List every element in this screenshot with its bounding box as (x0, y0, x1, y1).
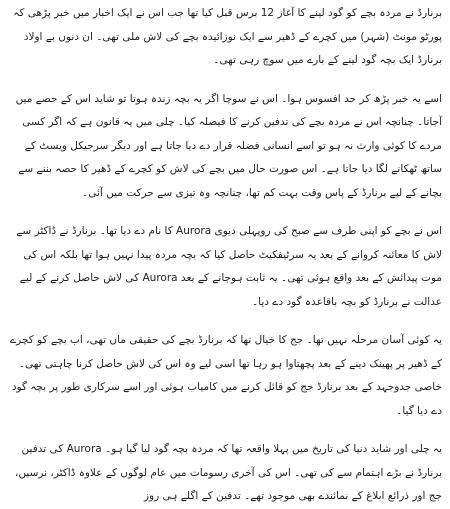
paragraph-5: یہ چلی اور شاید دنیا کی تاریخ میں پہلا واقعہ تھا کہ مردہ بچہ گود لیا گیا ہو۔ Aurora کی تدفین برنارڈ نے بڑے اہتمام سے کی تھی۔ اس کی آخری رسومات میں عام لوگوں کے علاوہ ڈاکٹر، نرسیں، جج اور ذرائع ابلاغ کے نمائندے بھی موجود تھے۔ تدفین کے اگلے ہی روز (15, 443, 442, 502)
paragraph-4: یہ کوئی آسان مرحلہ نہیں تھا۔ جج کا خیال تھا کہ برنارڈ بچے کی حقیقی ماں تھی، اب بچے کو کچرے کے ڈھیر پر پھینک دینے کے بعد پچھتاوا ہو رہا تھا اسی لیے وہ اس کی لاش حاصل کرنا چاہتی تھی۔ خاصی جدوجہد کے بعد برنارڈ جج کو قائل کرنے میں کامیاب ہوئی اور اسے سرکاری طور پر بچہ گود دے دیا گیا۔ (10, 334, 442, 417)
paragraph-3: اس نے بچے کو اپنی طرف سے صبح کی روپہلی دیوی Aurora کا نام دے دیا تھا۔ برنارڈ نے ڈاکٹر سے لاش کا معائنہ کروانے کے بعد یہ سرٹیفکیٹ حاصل کیا کہ بچہ مردہ پیدا نہیں ہوا تھا بلکہ اس کی موت پیدائش کے بعد واقع ہوئی تھی۔ یہ ثابت ہوجانے کے بعد Aurora کی لاش حاصل کرنے کے لیے عدالت نے برنارڈ کو بچہ باقاعدہ گود دے دیا۔ (16, 225, 442, 308)
paragraph-1: برنارڈ نے مردہ بچے کو گود لینے کا آغاز 12 برس قبل کیا تھا جب اس نے ایک اخبار میں خبر پڑھی کہ پورٹو مونٹ (شہر) میں کچرے کے ڈھیر سے ایک نوزائیدہ بچے کی لاش ملی تھی۔ ان دنوں بے اولاد برنارڈ ایک بچہ گود لینے کے بارے میں سوچ رہی تھی۔ (13, 7, 442, 66)
paragraph-2: اسے یہ خبر پڑھ کر حد افسوس ہوا۔ اس نے سوچا اگر یہ بچہ زندہ ہوتا تو شاید اس کے حصے میں آجاتا۔ چنانچہ اس نے مردہ بچے کی تدفین کرنے کا فیصلہ کیا۔ چلی میں یہ قانون ہے کہ اگر کسی مردے کا کوئی وارث نہ ہو تو اسے انسانی فضلہ قرار دے دیا جاتا ہے اور دیگر سرجیکل ویسٹ کے ساتھ ٹھکانے لگا دیا جاتا ہے۔ اس صورت حال میں بچے کی لاش کو کچرے کے ڈھیر کا حصہ بننے سے بچانے کے لیے برنارڈ کے پاس وقت بہت کم تھا، چنانچہ وہ تیزی سے حرکت میں آئی۔ (15, 92, 442, 199)
